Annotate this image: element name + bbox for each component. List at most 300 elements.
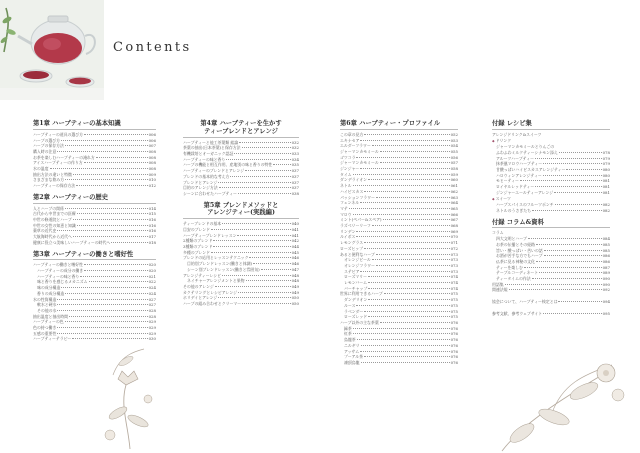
toc-entry-title: ジンジャー <box>340 166 360 172</box>
toc-entry[interactable] <box>340 360 458 366</box>
toc-entry-title: ホリデイとアレンジ <box>183 295 218 301</box>
toc-entry-title: ゴツコラ <box>340 154 356 160</box>
toc-entry-page: 076 <box>450 325 458 331</box>
toc-entry-title: マロウ <box>340 211 352 217</box>
toc-entry-page: 090 <box>602 276 610 282</box>
toc-entry-page: 085 <box>602 247 610 253</box>
toc-entry-page: 037 <box>291 179 299 185</box>
toc-entry-title: 用語集 <box>492 281 504 287</box>
toc-entry-page: 073 <box>450 262 458 268</box>
dot-leader <box>237 235 290 236</box>
toc-entry-title: ティーを楽しむ <box>496 264 523 270</box>
toc-entry-page: 037 <box>291 173 299 179</box>
toc-entry-page: 079 <box>602 155 610 161</box>
toc-entry-page: 035 <box>291 162 299 168</box>
dot-leader <box>57 151 147 152</box>
toc-entry-title: ダンデリオン <box>344 297 368 303</box>
toc-entry-title: ジャーマンカモミール <box>340 148 379 154</box>
dot-leader <box>242 303 290 304</box>
toc-entry-page: 016 <box>148 222 156 228</box>
toc-entry[interactable] <box>492 208 610 214</box>
toc-entry-page: 071 <box>450 240 458 246</box>
toc-entry-title: 購入時の注意 <box>33 148 57 154</box>
toc-entry[interactable] <box>492 138 610 145</box>
toc-entry-page: 078 <box>602 149 610 155</box>
dot-leader <box>73 174 148 175</box>
toc-entry-page: 037 <box>291 185 299 191</box>
toc-entry-page: 074 <box>450 274 458 280</box>
dot-leader <box>261 269 291 270</box>
toc-entry-page: 027 <box>148 302 156 308</box>
toc-entry-page: 016 <box>148 217 156 223</box>
toc-entry-page: 074 <box>450 280 458 286</box>
toc-entry-title: ハーブの機能と相互作用、産地別の味と香りの特性 <box>183 162 273 168</box>
dot-leader <box>353 174 450 175</box>
toc-entry-title: ティーブレンドの基本 <box>183 221 222 227</box>
toc-section <box>33 120 156 189</box>
toc-section <box>183 202 299 307</box>
toc-entry-title: 多種のブレンド <box>183 249 210 255</box>
toc-entry-page: 024 <box>148 285 156 291</box>
dot-leader <box>364 191 449 192</box>
dot-leader <box>361 362 450 363</box>
toc-entry-title: ローズマリー <box>344 274 368 280</box>
dot-leader <box>219 187 291 188</box>
toc-entry-title: ハーブティーと他工茶葉類 総論 <box>183 139 239 145</box>
dot-leader <box>222 275 290 276</box>
dot-leader <box>77 213 148 214</box>
dot-leader <box>242 147 291 148</box>
toc-entry-page: 085 <box>602 241 610 247</box>
dot-leader <box>544 250 602 251</box>
toc-entry-title: 軟水と硬水 <box>37 302 57 308</box>
toc-entry-title: ハイビスカス <box>340 188 364 194</box>
toc-entry-page: 024 <box>148 290 156 296</box>
toc-entry-page: 056 <box>450 154 458 160</box>
section-title: 第6章 ハーブティー・プロファイル <box>340 120 458 130</box>
toc-entry-title: 水の温度 <box>33 166 49 172</box>
toc-entry-page: 076 <box>450 359 458 365</box>
dot-leader <box>364 248 450 249</box>
dot-leader <box>213 240 290 241</box>
toc-entry-title: 味の成分構造 <box>37 285 61 291</box>
toc-entry-title: ハーブの組み合わせとクリーマー <box>183 301 242 307</box>
toc-entry-page: 081 <box>602 189 610 195</box>
dot-leader <box>528 238 602 239</box>
toc-entry-page: 012 <box>148 183 156 189</box>
page-title: Contents <box>113 40 192 55</box>
toc-entry-title: エキナセア <box>340 137 360 143</box>
toc-entry-title: アレンジティーレシピ <box>183 272 222 278</box>
toc-entry-page: 014 <box>148 205 156 211</box>
toc-entry-title: ハーブティーのブレンドとアレンジ <box>183 168 245 174</box>
toc-entry-title: オレンジフラワー <box>344 262 375 268</box>
toc-entry-page: 008 <box>148 154 156 160</box>
section-title: 第1章 ハーブティーの基本知識 <box>33 120 156 130</box>
toc-entry[interactable] <box>492 311 610 317</box>
toc-entry-page: 079 <box>602 161 610 167</box>
section-title: 第2章 ハーブティーの歴史 <box>33 194 156 204</box>
dot-leader <box>57 327 147 328</box>
toc-entry-title: 薬草の近代史 <box>33 228 57 234</box>
toc-entry-title: ラベンダー <box>344 308 364 314</box>
dot-leader <box>356 236 449 237</box>
toc-entry-page: 080 <box>602 167 610 173</box>
toc-entry-page: 017 <box>148 234 156 240</box>
dot-leader <box>57 310 147 311</box>
toc-entry-title: シーンに合わせたハーブティー <box>183 190 237 196</box>
dot-leader <box>364 134 449 135</box>
toc-entry-title: ドリンク <box>495 137 512 143</box>
dot-leader <box>57 333 147 334</box>
toc-entry-title: スイーツ <box>495 195 511 201</box>
dot-leader <box>211 252 291 253</box>
toc-entry-title: 抽出方法の違いと特徴 <box>33 171 72 177</box>
toc-entry-page: 028 <box>148 313 156 319</box>
toc-entry-page: 008 <box>148 160 156 166</box>
toc-entry-page: 038 <box>291 190 299 196</box>
toc-entry-title: コラム <box>492 230 504 236</box>
toc-entry-title: 緑茶 <box>344 325 352 331</box>
toc-entry-title: 味と香りを感じるメカニズム <box>37 279 88 285</box>
toc-entry-page: 081 <box>602 184 610 190</box>
toc-column-3 <box>340 120 458 371</box>
flower-illustration-right <box>492 355 632 453</box>
dot-leader <box>245 170 290 171</box>
dot-leader <box>353 214 450 215</box>
dot-leader <box>226 159 290 160</box>
toc-entry-page: 076 <box>450 342 458 348</box>
toc-entry-title: 目的別ブレンドレッスン(働きと体調) <box>187 261 252 267</box>
dot-leader <box>96 157 148 158</box>
toc-entry-page: 087 <box>602 264 610 270</box>
toc-entry-page: 049 <box>291 283 299 289</box>
toc-entry-title: ローズヒップ <box>340 245 364 251</box>
toc-entry-page: 060 <box>450 177 458 183</box>
dot-leader <box>368 276 449 277</box>
dot-leader <box>559 152 602 153</box>
toc-entry-page: 073 <box>450 268 458 274</box>
toc-entry-title: プーアル茶 <box>344 354 363 360</box>
toc-entry-page: 084 <box>602 236 610 242</box>
dot-leader <box>239 142 290 143</box>
dot-leader <box>65 179 147 180</box>
toc-entry-page: 059 <box>450 171 458 177</box>
toc-entry-page: 086 <box>602 258 610 264</box>
dot-leader <box>368 282 449 283</box>
toc-entry-page: 030 <box>148 336 156 342</box>
toc-entry[interactable] <box>33 336 156 342</box>
toc-entry-title: マテ <box>340 205 348 211</box>
toc-entry-title: ジンジャーエールティーアレンジ <box>496 189 554 195</box>
toc-entry-title: ハーブティーの道具の選び方 <box>33 131 84 137</box>
dot-leader <box>253 263 291 264</box>
toc-entry-title: 目的のアレンジ方法 <box>183 185 218 191</box>
dot-leader <box>72 338 147 339</box>
dot-leader <box>360 202 449 203</box>
dot-leader <box>356 157 449 158</box>
toc-entry-title: 烏龍茶 <box>344 337 356 343</box>
toc-entry-title: 抽出温度と抽出時間 <box>33 313 69 319</box>
toc-entry-page: 022 <box>148 279 156 285</box>
dot-leader <box>368 299 449 300</box>
toc-entry-page: 020 <box>148 262 156 268</box>
toc-entry-page: 040 <box>291 221 299 227</box>
toc-entry-title: ルイボス <box>340 234 356 240</box>
dot-leader <box>218 182 290 183</box>
dot-leader <box>111 242 147 243</box>
toc-entry-title: 甘酸っぱいハイビスカスアレンジティー <box>496 167 566 173</box>
dot-leader <box>555 204 602 205</box>
toc-entry-page: 045 <box>291 249 299 255</box>
toc-entry[interactable] <box>33 240 156 246</box>
toc-entry-title: お茶を楽しむハーブティーの淹れ方 <box>33 154 95 160</box>
toc-entry-page: 008 <box>148 166 156 172</box>
toc-entry-page: 041 <box>291 226 299 232</box>
dot-leader <box>238 292 291 293</box>
toc-section <box>492 120 610 214</box>
dot-leader <box>376 197 450 198</box>
toc-column-2 <box>183 120 299 312</box>
dot-leader <box>554 192 601 193</box>
dot-leader <box>73 236 148 237</box>
toc-entry-title: お茶の伝播とその経路 <box>496 241 535 247</box>
toc-entry-title: ネトル <box>340 183 352 189</box>
toc-entry-title: 紅茶 <box>344 331 352 337</box>
toc-entry-title: アルーツハーブティー <box>496 155 535 161</box>
toc-entry-page: 057 <box>450 160 458 166</box>
herbal-tea-photo <box>0 0 104 100</box>
dot-leader <box>368 179 450 180</box>
toc-entry-page: 034 <box>291 156 299 162</box>
toc-entry-title: ダンデライオン <box>340 177 368 183</box>
dot-leader <box>539 272 601 273</box>
dot-leader <box>357 339 450 340</box>
toc-entry-page: 006 <box>148 137 156 143</box>
toc-entry-title: ネイチャーアレンジメントと果物 <box>187 278 245 284</box>
section-title: 付録 レシピ集 <box>492 120 610 130</box>
dot-leader <box>57 230 147 231</box>
toc-entry-title: あると便利なハーブ <box>340 251 375 257</box>
toc-entry-page: 064 <box>450 200 458 206</box>
toc-entry-page: 033 <box>291 151 299 156</box>
dot-leader <box>535 186 601 187</box>
toc-entry-page: 076 <box>450 348 458 354</box>
dot-leader <box>532 210 602 211</box>
toc-entry-page: 007 <box>148 143 156 149</box>
toc-entry-page: 027 <box>148 296 156 302</box>
dot-leader <box>566 169 601 170</box>
toc-entry-page: 028 <box>148 307 156 313</box>
toc-entry-page: 029 <box>148 325 156 331</box>
dot-leader <box>69 316 148 317</box>
toc-section <box>340 120 458 366</box>
toc-entry-page: 073 <box>450 251 458 257</box>
toc-entry-page: 020 <box>148 268 156 274</box>
toc-entry-title: ハーブティーの味と香り <box>37 273 80 279</box>
toc-entry-title: ハーブの保存方法 <box>33 143 64 149</box>
toc-entry-page: 006 <box>148 131 156 137</box>
dot-leader <box>372 225 450 226</box>
toc-entry-page: 072 <box>450 245 458 251</box>
toc-entry[interactable] <box>33 183 156 189</box>
toc-entry-page: 075 <box>450 308 458 314</box>
dot-leader <box>505 284 602 285</box>
toc-entry-page: 075 <box>450 291 458 297</box>
toc-entry-title: アッサム <box>344 348 360 354</box>
toc-entry-page: 054 <box>450 143 458 149</box>
toc-entry-page: 021 <box>148 273 156 279</box>
toc-entry-page: 029 <box>148 330 156 336</box>
toc-entry-title: 四大文明とハーブ <box>496 236 527 242</box>
toc-entry-title: カクテリングとレシピアレンジ <box>183 289 238 295</box>
dot-leader <box>535 158 602 159</box>
toc-entry-page: 050 <box>291 301 299 307</box>
dot-leader <box>218 297 290 298</box>
dot-leader <box>61 287 147 288</box>
dot-leader <box>65 321 148 322</box>
dot-leader <box>356 231 449 232</box>
toc-entry-title: 旨い・酸っぱい・苦いの話 <box>496 247 543 253</box>
dot-leader <box>558 301 601 302</box>
toc-entry-title: レモングラス <box>340 240 364 246</box>
toc-entry-title: 大航海時代から近代へ <box>33 234 72 240</box>
toc-entry-title: 世界に利用できるハーブ <box>340 291 383 297</box>
toc-entry-title: 2種類のブレンド <box>183 238 213 244</box>
toc-entry-page: 067 <box>450 217 458 223</box>
toc-entry-page: 046 <box>291 261 299 267</box>
toc-entry-title: 凍頂烏龍 <box>344 359 360 365</box>
dot-leader <box>353 333 450 334</box>
toc-entry-title: ティータイムの作法 <box>496 276 531 282</box>
toc-entry-page: 076 <box>450 331 458 337</box>
toc-entry-page: 069 <box>450 228 458 234</box>
section-title: 第5章 ブレンドメソッドと アレンジティー(実践編) <box>183 202 299 220</box>
toc-entry-page: 048 <box>291 278 299 284</box>
dot-leader <box>536 244 602 245</box>
toc-entry-title: リンデン <box>340 228 356 234</box>
dot-leader <box>84 162 148 163</box>
toc-entry-title: ハーブティーの色 <box>33 319 64 325</box>
dot-leader <box>520 180 602 181</box>
toc-entry-title: レモンバーム <box>344 280 368 286</box>
dot-leader <box>222 223 290 224</box>
dot-leader <box>368 288 449 289</box>
toc-entry-title: ミント(ペパー&スペア) <box>340 217 382 223</box>
dot-leader <box>65 145 148 146</box>
toc-entry-title: テーブルコーディネート <box>496 270 539 276</box>
toc-entry-title: ローズレッド <box>344 314 368 320</box>
toc-entry-title: ハーブティーの味と香り <box>183 156 226 162</box>
toc-entry-title: 仏茶に見る神秘の文化 <box>496 258 535 264</box>
toc-entry-page: 082 <box>602 207 610 213</box>
toc-entry-page: 050 <box>291 295 299 301</box>
dot-leader <box>532 278 602 279</box>
toc-column-4 <box>492 120 610 322</box>
toc-entry-title: ハーブティーブレンドレッスン <box>183 232 237 238</box>
toc-entry-title: ハーブティーの働きと嗜好性 <box>33 262 84 268</box>
section-title: 第4章 ハーブティーを生かす ティーブレンドとアレンジ <box>183 120 299 138</box>
toc-entry[interactable] <box>492 196 610 203</box>
dot-leader <box>364 242 449 243</box>
toc-entry-title: ブレンドの応用とレッスンテクニック <box>183 255 249 261</box>
toc-entry-title: その他の水 <box>37 307 57 313</box>
toc-entry-page: 042 <box>291 238 299 244</box>
dot-leader <box>77 225 148 226</box>
toc-entry-page: 086 <box>602 253 610 259</box>
diamond-bullet-icon: ◆ <box>492 196 495 201</box>
toc-entry-page: 015 <box>148 211 156 217</box>
toc-entry-page: 075 <box>450 302 458 308</box>
toc-entry-title: 目安のブレンド <box>183 226 210 232</box>
toc-entry-page: 032 <box>291 139 299 145</box>
toc-entry-title: ニルギリ <box>344 342 360 348</box>
dot-leader <box>353 328 450 329</box>
toc-entry-title: ハーブティーの保存方法 <box>33 183 76 189</box>
dot-leader <box>356 305 449 306</box>
toc-entry-title: バーチャップ <box>344 285 368 291</box>
toc-entry-page: 048 <box>291 272 299 278</box>
toc-entry-page: 018 <box>148 239 156 245</box>
toc-entry-title: 人とハーブの関係 <box>33 205 64 211</box>
toc-entry-page: 049 <box>291 289 299 295</box>
dot-leader <box>536 261 602 262</box>
dot-leader <box>543 163 601 164</box>
dot-leader <box>234 153 290 154</box>
toc-entry-title: アレンジドリンク&スイーツ <box>492 131 542 137</box>
dot-leader <box>89 281 148 282</box>
toc-entry-page: 063 <box>450 194 458 200</box>
toc-entry-page: 075 <box>450 314 458 320</box>
toc-entry-page: 053 <box>450 137 458 143</box>
dot-leader <box>73 219 148 220</box>
toc-entry-page: 046 <box>291 255 299 261</box>
toc-entry-title: 参考文献、参考ウェブサイト <box>492 310 543 316</box>
toc-entry-title: 抹茶風マロウハーブティー <box>496 161 543 167</box>
toc-entry-title: 中世の女性の知恵と知識 <box>33 222 76 228</box>
dot-leader <box>368 316 449 317</box>
toc-entry-page: 076 <box>450 354 458 360</box>
toc-entry-page: 089 <box>602 270 610 276</box>
toc-entry-title: ハーブスパイスのフルーツポンチ <box>496 202 554 208</box>
toc-entry-title: お酒が苦手な方でもハーブ <box>496 253 543 259</box>
toc-entry-page: 047 <box>291 266 299 272</box>
toc-entry-page: 061 <box>450 183 458 189</box>
toc-entry-page: 010 <box>148 177 156 183</box>
toc-entry-title: ジャーマンカモミールとりんごの <box>496 144 555 150</box>
toc-entry[interactable] <box>183 301 299 307</box>
dot-leader <box>57 304 147 305</box>
toc-section <box>33 251 156 343</box>
dot-leader <box>380 162 450 163</box>
toc-entry-title: 関連法規 <box>492 287 508 293</box>
toc-entry[interactable] <box>183 191 299 197</box>
dot-leader <box>384 293 450 294</box>
dot-leader <box>230 176 290 177</box>
toc-entry-page: 082 <box>602 202 610 208</box>
dot-leader <box>84 134 147 135</box>
dot-leader <box>57 299 147 300</box>
toc-entry-title: ハーブ以外の主な茶葉 <box>340 320 379 325</box>
toc-entry-title: ふわふわミルクティーシナモン添え <box>496 149 558 155</box>
toc-entry-page: 008 <box>148 148 156 154</box>
toc-section <box>183 120 299 197</box>
dot-leader <box>364 311 449 312</box>
dot-leader <box>372 259 450 260</box>
dot-leader <box>543 175 602 176</box>
toc-entry-title: 中世の修道院とハーブ <box>33 217 72 223</box>
toc-entry-page: 094 <box>602 299 610 305</box>
